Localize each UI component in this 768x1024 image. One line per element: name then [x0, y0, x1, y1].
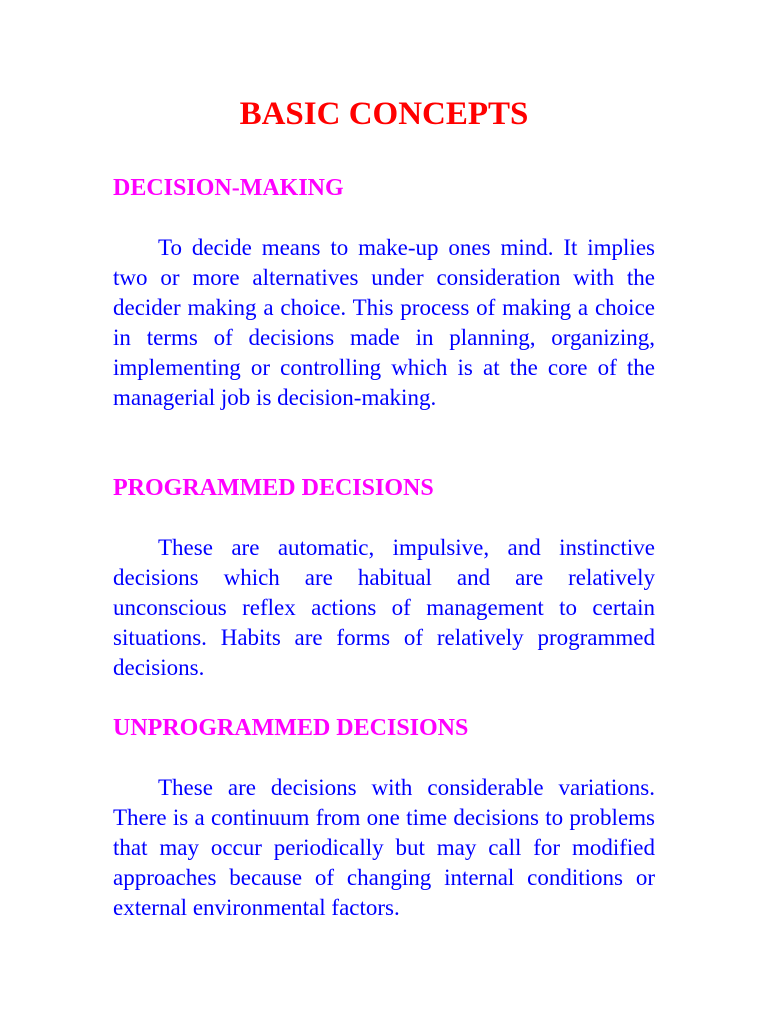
- section-heading-programmed-decisions: PROGRAMMED DECISIONS: [113, 475, 434, 501]
- section-body-unprogrammed-decisions: These are decisions with considerable variations. There is a continuum from one time decisions to problems that may occur periodically but may call for modified approaches because of changing internal conditions or external environmental factors.: [113, 775, 655, 920]
- section-body-programmed-decisions: These are automatic, impulsive, and instinctive decisions which are habitual and are relatively unconscious reflex actions of management to certain situations. Habits are forms of relatively programmed decisions.: [113, 535, 655, 680]
- page-title: BASIC CONCEPTS: [239, 96, 529, 132]
- section-heading-unprogrammed-decisions: UNPROGRAMMED DECISIONS: [113, 715, 469, 741]
- section-heading-decision-making: DECISION-MAKING: [113, 175, 344, 201]
- section-body-decision-making: To decide means to make-up ones mind. It implies two or more alternatives under consideration with the decider making a choice. This process of making a choice in terms of decisions made in planning, organizing, implementing or controlling which is at the core of the managerial job is decision-making.: [113, 235, 655, 410]
